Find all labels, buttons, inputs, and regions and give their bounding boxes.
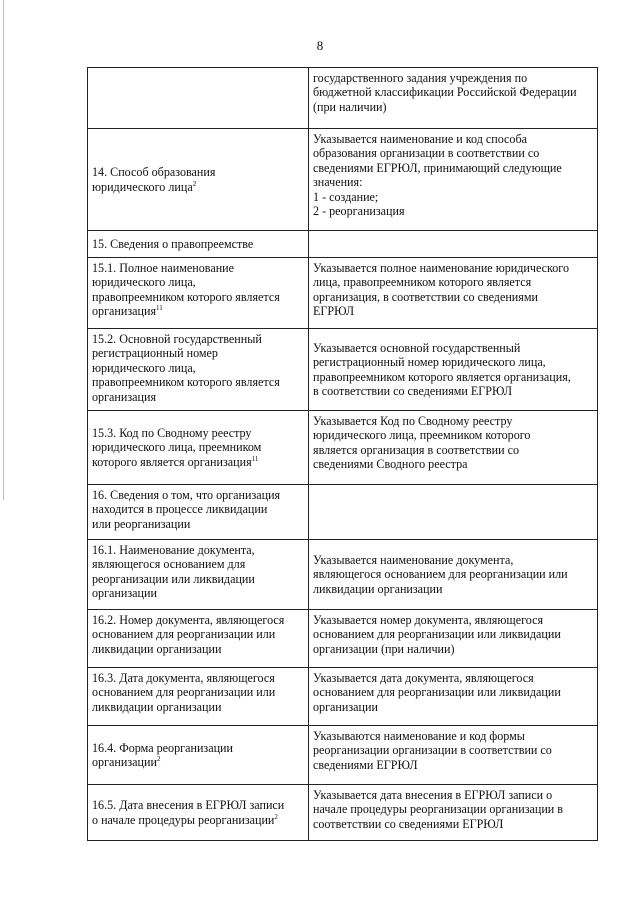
field-name: 14. Способ образования юридического лица <box>92 165 216 194</box>
field-description-cell <box>309 129 598 231</box>
field-name: 16.4. Форма реорганизации организации <box>92 740 233 769</box>
field-description-cell <box>309 785 598 841</box>
field-name-cell <box>88 129 309 231</box>
field-description: Указывается основной государственный регистрационный номер юридического лица, правопреемником которого является организация, в соответствии со сведениями ЕГРЮЛ <box>313 340 571 398</box>
table-row <box>88 411 598 485</box>
field-name: 16. Сведения о том, что организация находится в процессе ликвидации или реорганизации <box>92 488 281 531</box>
field-description-cell <box>309 726 598 785</box>
table-row <box>88 329 598 411</box>
table-row <box>88 129 598 231</box>
table-row <box>88 485 598 540</box>
field-description-cell <box>309 68 598 129</box>
table-row <box>88 785 598 841</box>
field-name-cell <box>88 668 309 726</box>
field-name: 16.5. Дата внесения в ЕГРЮЛ записи о начале процедуры реорганизации <box>92 798 285 827</box>
field-name: 15.3. Код по Сводному реестру юридического лица, преемником которого является организация <box>92 425 262 469</box>
field-description: Указывается дата документа, являющегося основанием для реорганизации или ликвидации организации <box>313 671 561 714</box>
footnote-ref: 11 <box>156 304 163 313</box>
field-description-cell <box>309 231 598 258</box>
scan-edge-line <box>3 0 4 500</box>
field-name-cell <box>88 258 309 329</box>
field-description: Указывается наименование документа, являющегося основанием для реорганизации или ликвидации организации <box>313 552 568 596</box>
field-description-cell <box>309 258 598 329</box>
field-description: Указывается наименование и код способа образования организации в соответствии со сведениями ЕГРЮЛ, принимающий следующие значения: 1 - создание; 2 - реорганизация <box>313 132 562 219</box>
page-number: 8 <box>316 38 324 53</box>
field-description: Указывается Код по Сводному реестру юридического лица, преемником которого является организация в соответствии со сведениями Сводного реестра <box>313 414 531 472</box>
field-name-cell <box>88 785 309 841</box>
field-description-cell <box>309 668 598 726</box>
field-name: 16.1. Наименование документа, являющегося основанием для реорганизации или ликвидации организации <box>92 543 255 601</box>
footnote-ref: 2 <box>156 754 161 763</box>
field-description-cell <box>309 411 598 485</box>
field-name-cell <box>88 540 309 610</box>
fields-table <box>87 67 598 841</box>
field-name: 15.2. Основной государственный регистрационный номер юридического лица, правопреемником которого является организация <box>92 332 280 404</box>
field-name-cell <box>88 726 309 785</box>
field-name-cell <box>88 68 309 129</box>
footnote-ref: 11 <box>251 454 259 463</box>
field-name-cell <box>88 411 309 485</box>
table-row <box>88 668 598 726</box>
field-description-cell <box>309 540 598 610</box>
table-row <box>88 540 598 610</box>
field-description: государственного задания учреждения по бюджетной классификации Российской Федерации (при наличии) <box>313 71 577 114</box>
table-row <box>88 68 598 129</box>
field-description-cell <box>309 610 598 668</box>
field-name-cell <box>88 610 309 668</box>
field-name: 15.1. Полное наименование юридического лица, правопреемником которого является организация <box>92 261 280 319</box>
table-row <box>88 258 598 329</box>
field-name: 16.3. Дата документа, являющегося основанием для реорганизации или ликвидации организации <box>92 671 276 714</box>
field-name: 16.2. Номер документа, являющегося основанием для реорганизации или ликвидации организации <box>92 613 285 656</box>
field-description: Указывается номер документа, являющегося основанием для реорганизации или ликвидации организации (при наличии) <box>313 613 561 656</box>
field-description-cell <box>309 329 598 411</box>
field-name-cell <box>88 231 309 258</box>
field-description: Указываются наименование и код формы реорганизации организации в соответствии со сведениями ЕГРЮЛ <box>313 729 552 772</box>
field-description: Указывается полное наименование юридического лица, правопреемником которого является организация, в соответствии со сведениями ЕГРЮЛ <box>313 261 570 319</box>
table-row <box>88 231 598 258</box>
field-description-cell <box>309 485 598 540</box>
footnote-ref: 2 <box>192 179 197 188</box>
footnote-ref: 2 <box>274 812 278 821</box>
field-name: 15. Сведения о правопреемстве <box>92 236 254 251</box>
table-row <box>88 610 598 668</box>
field-name-cell <box>88 485 309 540</box>
table-row <box>88 726 598 785</box>
field-name-cell <box>88 329 309 411</box>
field-description: Указывается дата внесения в ЕГРЮЛ записи о начале процедуры реорганизации организации в соответствии со сведениями ЕГРЮЛ <box>313 788 564 831</box>
